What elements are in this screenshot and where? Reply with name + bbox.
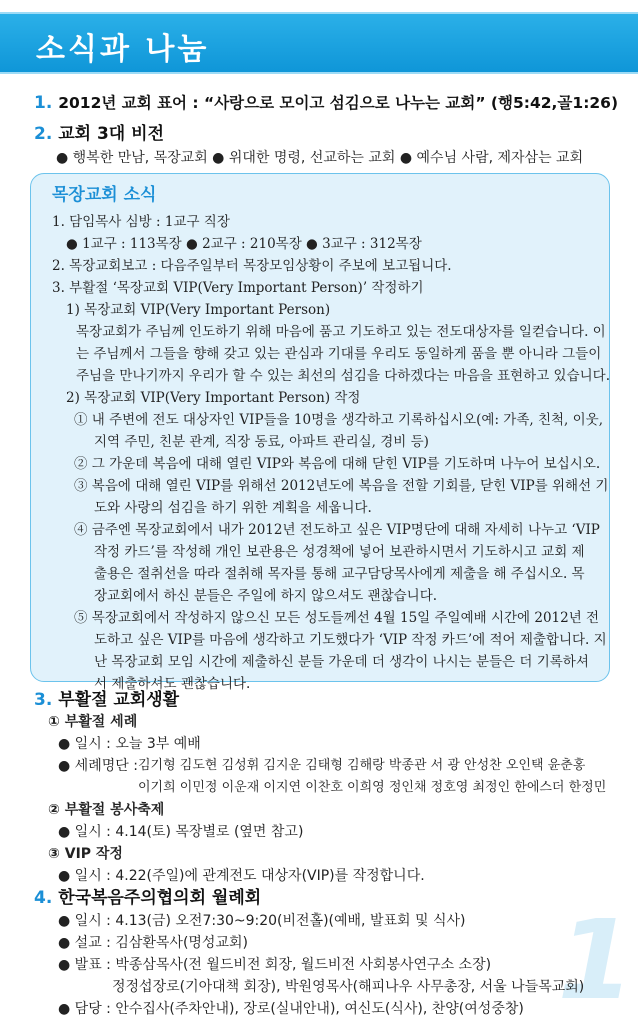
item-5-line: 난 목장교회 모임 시간에 제출하신 분들 가운데 더 생각이 나시는 분들은 더 기록하셔 <box>94 654 589 670</box>
service-festival-title: ② 부활절 봉사축제 <box>48 802 165 818</box>
box-line-5: 1) 목장교회 VIP(Very Important Person) <box>66 302 331 318</box>
motto-text: 2012년 교회 표어 : “사랑으로 모이고 섬김으로 나누는 교회” (행5:42,골1:26) <box>58 94 619 112</box>
box-line-4: 3. 부활절 ‘목장교회 VIP(Very Important Person)’ 작정하기 <box>52 280 424 296</box>
baptism-names-line: 이기희 이민정 이운재 이지연 이찬호 이희영 정인채 정호영 최정인 한에스더 한정민 <box>138 780 607 795</box>
box-title: 목장교회 소식 <box>52 185 157 205</box>
box-line-2: ● 1교구 : 113목장 ● 2교구 : 210목장 ● 3교구 : 312목장 <box>66 236 422 252</box>
item-5-line: ⑤ 목장교회에서 작성하지 않으신 모든 성도들께선 4월 15일 주일예배 시간에 2012년 전 <box>74 610 600 626</box>
item-4-line: 장교회에서 하신 분들은 주일에 하지 않으셔도 괜찮습니다. <box>94 588 438 604</box>
meeting-presenters-2: 정정섭장로(기아대책 회장), 박원영목사(해피나우 사무총장, 서울 나들목교회) <box>112 979 585 995</box>
baptism-names-line: 김기형 김도현 김성휘 김지운 김태형 김해랑 박종관 서 광 안성찬 오인택 윤춘홍 <box>138 758 586 773</box>
meeting-title: 한국복음주의협의회 월례회 <box>58 888 262 908</box>
page-header <box>0 12 638 74</box>
meeting-time: ● 일시 : 4.13(금) 오전7:30~9:20(비전홀)(예배, 발표회 및 식사) <box>58 913 466 929</box>
item-5-line: 도하고 싶은 VIP를 마음에 생각하고 기도했다가 ‘VIP 작정 카드’에 적어 제출합니다. 지 <box>94 632 607 648</box>
box-line-6: 2) 목장교회 VIP(Very Important Person) 작정 <box>66 390 361 406</box>
vip-time: ● 일시 : 4.22(주일)에 관계전도 대상자(VIP)를 작정합니다. <box>58 868 425 884</box>
page-title: 소식과 나눔 <box>36 32 210 67</box>
section-2-number: 2. <box>34 124 53 144</box>
vision-title: 교회 3대 비전 <box>58 124 164 144</box>
baptism-time: ● 일시 : 오늘 3부 예배 <box>58 736 201 752</box>
item-4-line: 출용은 절취선을 따라 절취해 목자를 통해 교구담당목사에게 제출을 해 주십시오. 목 <box>94 566 585 582</box>
item-2-line: ② 그 가운데 복음에 대해 열린 VIP와 복음에 대해 닫힌 VIP를 기도하며 나누어 보십시오. <box>74 456 601 472</box>
item-3-line: ③ 복음에 대해 열린 VIP를 위해선 2012년도에 복음을 전할 기회를, 닫힌 VIP를 위해선 기 <box>74 478 609 494</box>
meeting-presenters: ● 발표 : 박종삼목사(전 월드비전 회장, 월드비전 사회봉사연구소 소장) <box>58 957 492 973</box>
easter-title: 부활절 교회생활 <box>58 690 180 710</box>
section-1-number: 1. <box>34 93 53 113</box>
vip-title: ③ VIP 작정 <box>48 846 123 862</box>
box-line-3: 2. 목장교회보고 : 다음주일부터 목장모임상황이 주보에 보고됩니다. <box>52 258 452 274</box>
item-4-line: 작정 카드’를 작성해 개인 보관용은 성경책에 넣어 보관하시면서 기도하시고 교회 제 <box>94 544 585 560</box>
easter-heading <box>34 690 179 710</box>
motto-line <box>34 93 618 113</box>
page-number: 1 <box>557 896 634 1024</box>
box-para-line: 는 주님께서 그들을 향해 갖고 있는 관심과 기대를 우리도 동일하게 품을 뿐 아니라 그들이 <box>76 346 602 362</box>
item-1-line: ① 내 주변에 전도 대상자인 VIP들을 10명을 생각하고 기록하십시오(예: 가족, 친척, 이웃, <box>74 412 604 428</box>
item-1-line: 지역 주민, 친분 관계, 직장 동료, 아파트 관리실, 경비 등) <box>94 434 429 450</box>
box-para-line: 목장교회가 주님께 인도하기 위해 마음에 품고 기도하고 있는 전도대상자를 일컫습니다. 이 <box>76 324 606 340</box>
item-5-line: 서 제출하셔도 괜찮습니다. <box>94 676 251 692</box>
box-para-line: 주님을 만나기까지 우리가 할 수 있는 최선의 섬김을 다하겠다는 마음을 표현하고 있습니다. <box>76 368 611 384</box>
item-4-line: ④ 금주엔 목장교회에서 내가 2012년 전도하고 싶은 VIP명단에 대해 자세히 나누고 ‘VIP <box>74 522 600 538</box>
section-3-number: 3. <box>34 690 53 710</box>
vision-heading <box>34 124 164 144</box>
service-festival-time: ● 일시 : 4.14(토) 목장별로 (옆면 참고) <box>58 824 304 840</box>
meeting-heading <box>34 888 261 908</box>
baptism-names-label: ● 세례명단 : <box>58 758 138 774</box>
item-3-line: 도와 사랑의 섬김을 하기 위한 계획을 세웁니다. <box>94 500 372 516</box>
vision-items: ● 행복한 만남, 목장교회 ● 위대한 명령, 선교하는 교회 ● 예수님 사람, 제자삼는 교회 <box>56 150 584 166</box>
meeting-staff: ● 담당 : 안수집사(주차안내), 장로(실내안내), 여신도(식사), 찬양(여성중창) <box>58 1001 524 1017</box>
box-line-1: 1. 담임목사 심방 : 1교구 직장 <box>52 214 230 230</box>
section-4-number: 4. <box>34 888 53 908</box>
meeting-sermon: ● 설교 : 김삼환목사(명성교회) <box>58 935 248 951</box>
baptism-title: ① 부활절 세례 <box>48 714 138 730</box>
